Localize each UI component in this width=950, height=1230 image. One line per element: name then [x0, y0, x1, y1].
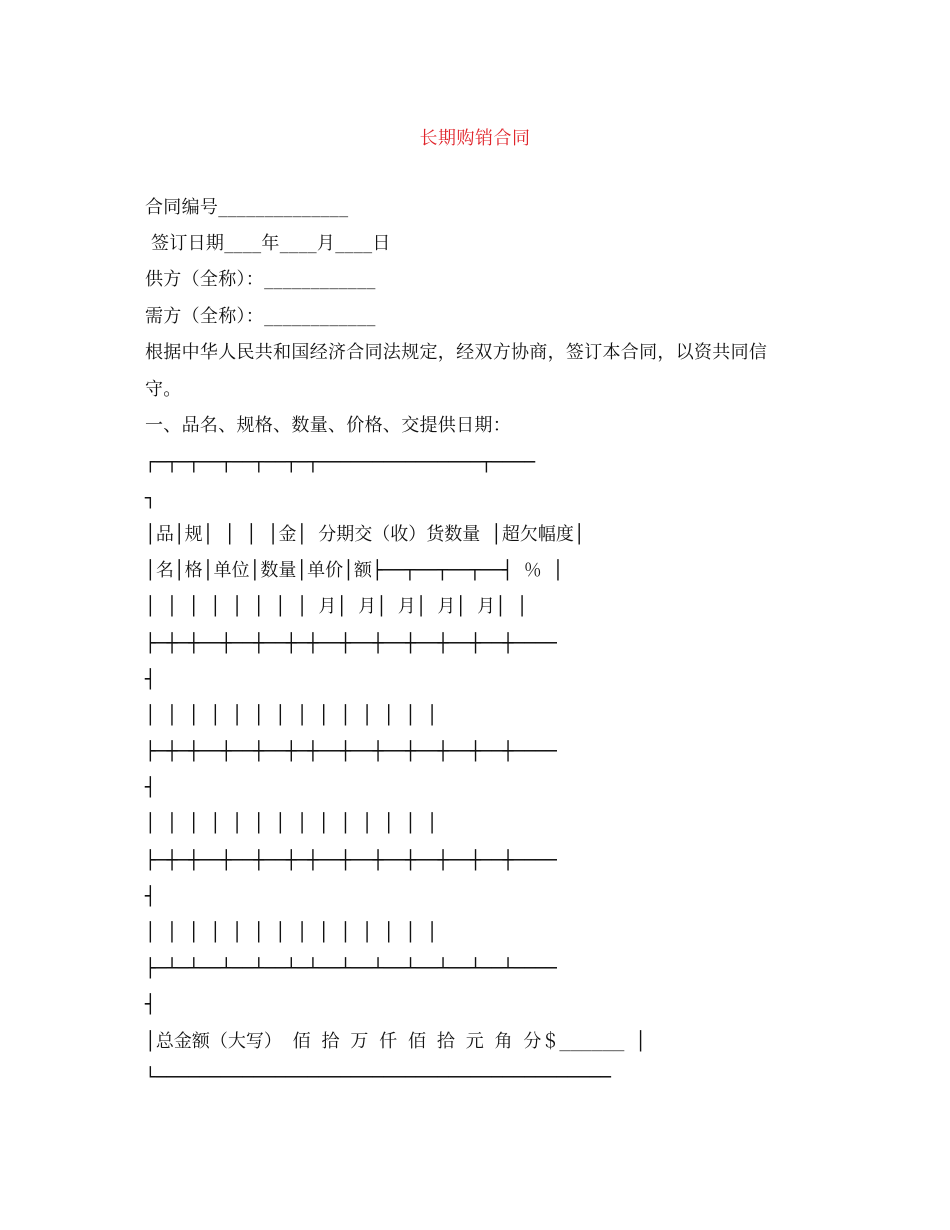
table-row: │ │ │ │ │ │ │ │ │ │ │ │ │ │ — [145, 813, 438, 834]
sign-date-field: 签订日期____年____月____日 — [145, 233, 391, 254]
table-row: │ │ │ │ │ │ │ │ │ │ │ │ │ │ — [145, 705, 438, 726]
table-header-row-3: │ │ │ │ │ │ │ │ 月│ 月│ 月│ 月│ 月│ │ — [145, 596, 528, 617]
table-header-row-1: │品│规│ │ │ │金│ 分期交（收）货数量 │超欠幅度│ — [145, 524, 585, 545]
section-heading: 一、品名、规格、数量、价格、交提供日期： — [145, 415, 511, 436]
table-row-separator: ├─┼─┼──┼──┼──┼─┼──┼──┼──┼──┼──┼──┼──── — [145, 741, 557, 762]
table-row-separator-end: ┤ — [145, 777, 156, 798]
intro-paragraph-line-1: 根据中华人民共和国经济合同法规定，经双方协商，签订本合同，以资共同信 — [145, 342, 768, 363]
table-top-rule-end: ┐ — [145, 488, 156, 509]
table-final-rule: └────────────────────────────────────────── — [145, 1067, 611, 1088]
table-row-separator-end: ┤ — [145, 669, 156, 690]
table-row: │ │ │ │ │ │ │ │ │ │ │ │ │ │ — [145, 922, 438, 943]
table-row-separator: ├─┼─┼──┼──┼──┼─┼──┼──┼──┼──┼──┼──┼──── — [145, 633, 557, 654]
contract-number-field: 合同编号______________ — [145, 197, 349, 218]
buyer-field: 需方（全称）：____________ — [145, 306, 376, 327]
table-header-row-2: │名│格│单位│数量│单价│额├──┬──┬──┬──┤ ％ │ — [145, 560, 564, 581]
intro-paragraph-line-2: 守。 — [145, 379, 182, 400]
table-bottom-rule-end: ┤ — [145, 994, 156, 1015]
table-total-row: │总金额（大写） 佰 拾 万 仟 佰 拾 元 角 分＄______ │ — [145, 1031, 647, 1052]
table-top-rule: ┌─┬─┬──┬──┬──┬─┬───────────────┬──── — [145, 452, 536, 473]
table-row-separator-end: ┤ — [145, 886, 156, 907]
table-bottom-rule: ├─┴─┴──┴──┴──┴─┴──┴──┴──┴──┴──┴──┴──── — [145, 958, 557, 979]
supplier-field: 供方（全称）：____________ — [145, 269, 376, 290]
document-title: 长期购销合同 — [419, 128, 531, 149]
table-row-separator: ├─┼─┼──┼──┼──┼─┼──┼──┼──┼──┼──┼──┼──── — [145, 850, 557, 871]
